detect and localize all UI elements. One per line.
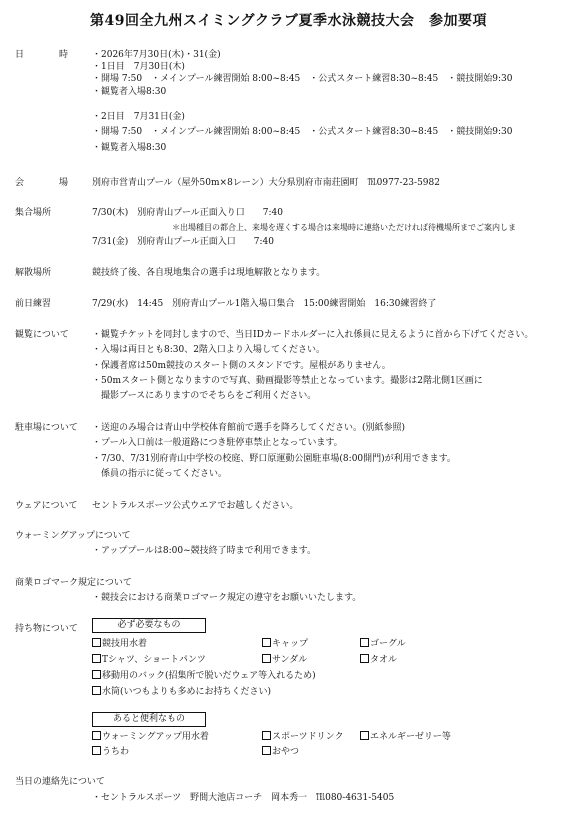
required-item[interactable]: 競技用水着 [92, 638, 147, 650]
venue-text: 別府市営青山プール（屋外50m×8レーン）大分県別府市南荘園町 ℡0977-23-5982 [92, 178, 440, 188]
useful-item[interactable]: ウォーミングアップ用水着 [92, 731, 209, 743]
useful-items-tag: あると便利なもの [92, 712, 206, 727]
checkbox-icon [92, 746, 101, 755]
required-item[interactable]: Tシャツ、ショートパンツ [92, 654, 206, 666]
required-item[interactable]: 水筒(いつもよりも多めにお持ちください) [92, 686, 271, 698]
required-items-tag: 必ず必要なもの [92, 618, 206, 633]
belongings-label: 持ち物について [15, 624, 78, 634]
parking-line: ・プール入口前は一般道路につき駐停車禁止となっています。 [92, 438, 343, 448]
logo-text: ・競技会における商業ロゴマーク規定の遵守をお願いいたします。 [92, 593, 362, 603]
checkbox-icon [262, 638, 271, 647]
checkbox-icon [92, 638, 101, 647]
parking-line: 係員の指示に従ってください。 [92, 469, 228, 479]
warmup-label: ウォーミングアップについて [15, 531, 131, 541]
assembly-line: 7/30(木) 別府青山プール正面入り口 7:40 [92, 208, 283, 218]
viewing-line: 撮影ブースにありますのでそちらをご利用ください。 [92, 391, 317, 401]
schedule-line: ・2日目 7月31日(金) [92, 112, 185, 122]
useful-item[interactable]: スポーツドリンク [262, 731, 343, 743]
practice-text: 7/29(水) 14:45 別府青山プール1階入場口集合 15:00練習開始 16:30練習終了 [92, 299, 437, 309]
viewing-line: ・入場は両日とも8:30、2階入口より入場してください。 [92, 345, 325, 355]
parking-line: ・送迎のみ場合は青山中学校体育館前で選手を降ろしてください。(別紙参照) [92, 423, 406, 433]
schedule-label: 日 時 [15, 50, 82, 60]
parking-label: 駐車場について [15, 423, 78, 433]
checkbox-icon [92, 686, 101, 695]
venue-label: 会 場 [15, 178, 82, 188]
practice-label: 前日練習 [15, 299, 52, 309]
checkbox-icon [92, 731, 101, 740]
viewing-line: ・観覧チケットを同封しますので、当日IDカードホルダーに入れ係員に見えるように首から下げてください。 [92, 330, 534, 340]
warmup-text: ・アッププールは8:00~競技終了時まで利用できます。 [92, 546, 316, 556]
required-item[interactable]: キャップ [262, 638, 308, 650]
contact-label: 当日の連絡先について [15, 777, 105, 787]
checkbox-icon [360, 731, 369, 740]
assembly-label: 集合場所 [15, 208, 52, 218]
schedule-line: ・開場 7:50 ・メインプール練習開始 8:00~8:45 ・公式スタート練習8:30~8:45 ・競技開始9:30 [92, 74, 513, 84]
wear-label: ウェアについて [15, 501, 78, 511]
checkbox-icon [262, 654, 271, 663]
viewing-line: ・保護者席は50m競技のスタート側のスタンドです。屋根がありません。 [92, 361, 391, 371]
wear-text: セントラルスポーツ公式ウエアでお越しください。 [92, 501, 299, 511]
checkbox-icon [92, 670, 101, 679]
dismissal-label: 解散場所 [15, 268, 52, 278]
checkbox-icon [92, 654, 101, 663]
required-item[interactable]: ゴーグル [360, 638, 406, 650]
logo-label: 商業ロゴマーク規定について [15, 578, 132, 588]
viewing-label: 観覧について [15, 330, 69, 340]
schedule-line: ・観覧者入場8:30 [92, 87, 167, 97]
checkbox-icon [262, 746, 271, 755]
schedule-line: ・開場 7:50 ・メインプール練習開始 8:00~8:45 ・公式スタート練習8:30~8:45 ・競技開始9:30 [92, 127, 513, 137]
schedule-line: ・2026年7月30日(木)・31(金) [92, 50, 221, 60]
useful-item[interactable]: エネルギーゼリー等 [360, 731, 451, 743]
useful-item[interactable]: おやつ [262, 746, 299, 758]
contact-text: ・セントラルスポーツ 野間大池店コーチ 岡本秀一 ℡080-4631-5405 [92, 793, 395, 803]
useful-item[interactable]: うちわ [92, 746, 129, 758]
checkbox-icon [360, 654, 369, 663]
dismissal-text: 競技終了後、各自現地集合の選手は現地解散となります。 [92, 268, 326, 278]
schedule-line: ・1日目 7月30日(木) [92, 62, 185, 72]
schedule-line: ・観覧者入場8:30 [92, 143, 167, 153]
checkbox-icon [360, 638, 369, 647]
required-item[interactable]: サンダル [262, 654, 307, 666]
required-item[interactable]: 移動用のバック(招集所で脱いだウェア等入れるため) [92, 670, 316, 682]
parking-line: ・7/30、7/31別府青山中学校の校庭、野口原運動公園駐車場(8:00開門)が利用できます。 [92, 454, 456, 464]
page-title: 第49回全九州スイミングクラブ夏季水泳競技大会 参加要項 [90, 13, 487, 29]
checkbox-icon [262, 731, 271, 740]
assembly-line: 7/31(金) 別府青山プール正面入口 7:40 [92, 237, 274, 247]
required-item[interactable]: タオル [360, 654, 397, 666]
assembly-note: ＊出場種目の都合上、来場を遅くする場合は来場時に連絡いただければ待機場所までご案内しま [172, 223, 516, 232]
viewing-line: ・50mスタート側となりますので写真、動画撮影等禁止となっています。撮影は2階北側1区画に [92, 376, 483, 386]
